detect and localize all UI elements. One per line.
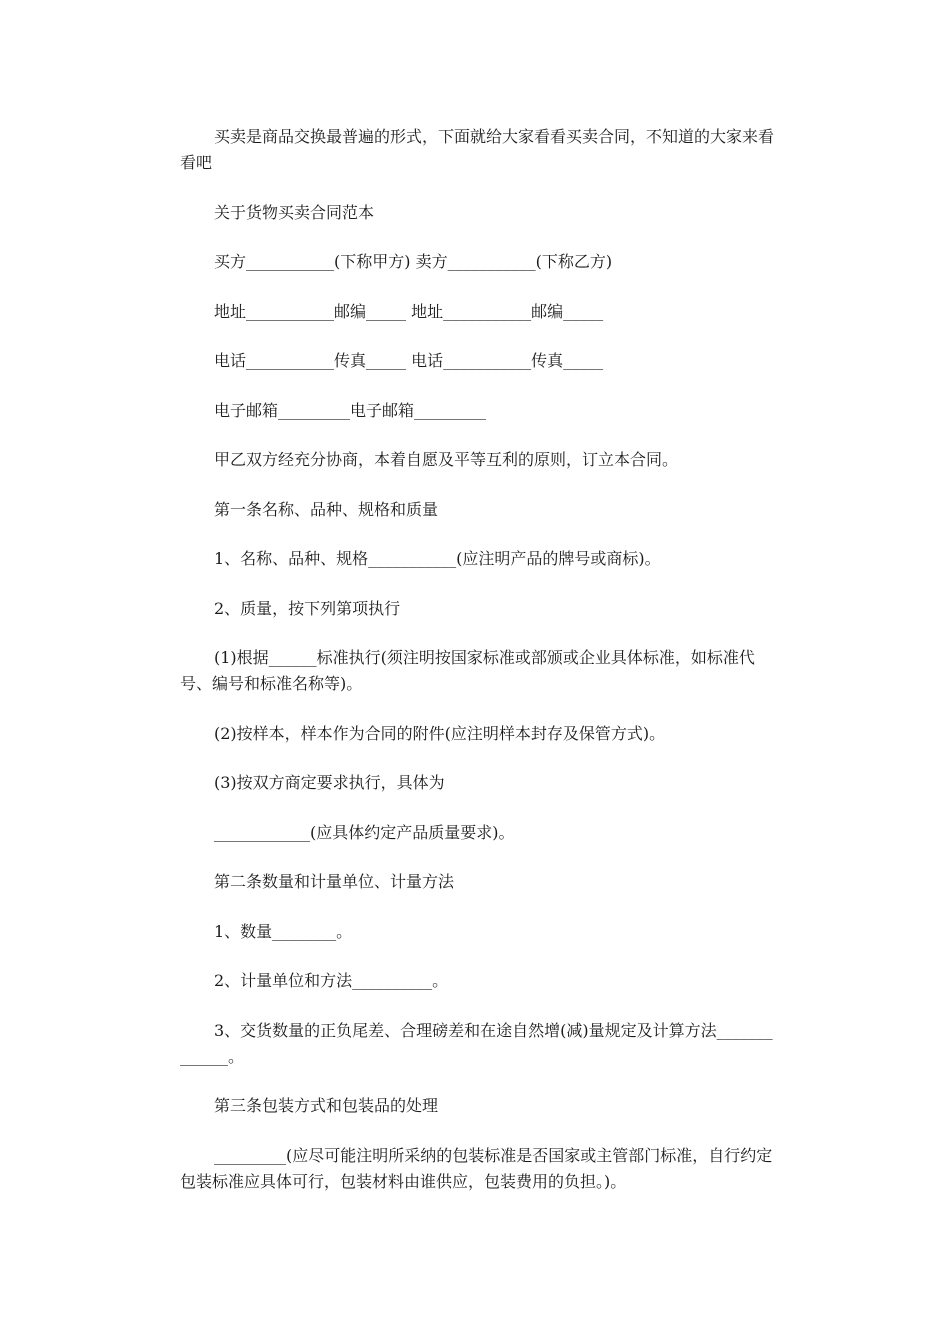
phone-line: 电话___________传真_____ 电话___________传真_____ — [214, 351, 604, 370]
article-1-item-2: 2、质量，按下列第项执行 — [214, 598, 401, 618]
article-3-heading: 第三条包装方式和包装品的处理 — [214, 1096, 439, 1115]
quality-option-2: (2)按样本，样本作为合同的附件(应注明样本封存及保管方式)。 — [214, 723, 666, 743]
parties-line: 买方___________(下称甲方) 卖方___________(下称乙方) — [214, 252, 613, 271]
article-2-item-3: 3、交货数量的正负尾差、合理磅差和在途自然增(减)量规定及计算方法_____________。 — [180, 1020, 773, 1066]
article-2-heading: 第二条数量和计量单位、计量方法 — [214, 872, 455, 891]
document-body — [180, 124, 774, 1195]
article-2-item-2: 2、计量单位和方法__________。 — [214, 971, 449, 990]
article-3-paragraph: _________(应尽可能注明所采纳的包装标准是否国家或主管部门标准，自行约定包装标准应具体可行，包装材料由谁供应，包装费用的负担。)。 — [180, 1145, 773, 1191]
document-title: 关于货物买卖合同范本 — [214, 202, 375, 222]
quality-option-3: (3)按双方商定要求执行，具体为 — [214, 773, 445, 792]
agreement-paragraph: 甲乙双方经充分协商，本着自愿及平等互利的原则，订立本合同。 — [214, 450, 679, 469]
quality-option-1: (1)根据______标准执行(须注明按国家标准或部颁或企业具体标准，如标准代号、编号和标准名称等)。 — [180, 648, 755, 693]
article-1-item-1: 1、名称、品种、规格___________(应注明产品的牌号或商标)。 — [214, 549, 661, 568]
article-2-item-1: 1、数量________。 — [214, 921, 353, 941]
article-1-heading: 第一条名称、品种、规格和质量 — [214, 499, 439, 519]
intro-paragraph: 买卖是商品交换最普遍的形式，下面就给大家看看买卖合同，不知道的大家来看看吧 — [180, 127, 775, 172]
quality-requirement-line: ____________(应具体约定产品质量要求)。 — [214, 822, 515, 842]
email-line: 电子邮箱_________电子邮箱_________ — [214, 400, 487, 420]
address-line: 地址___________邮编_____ 地址___________邮编_____ — [214, 301, 604, 321]
